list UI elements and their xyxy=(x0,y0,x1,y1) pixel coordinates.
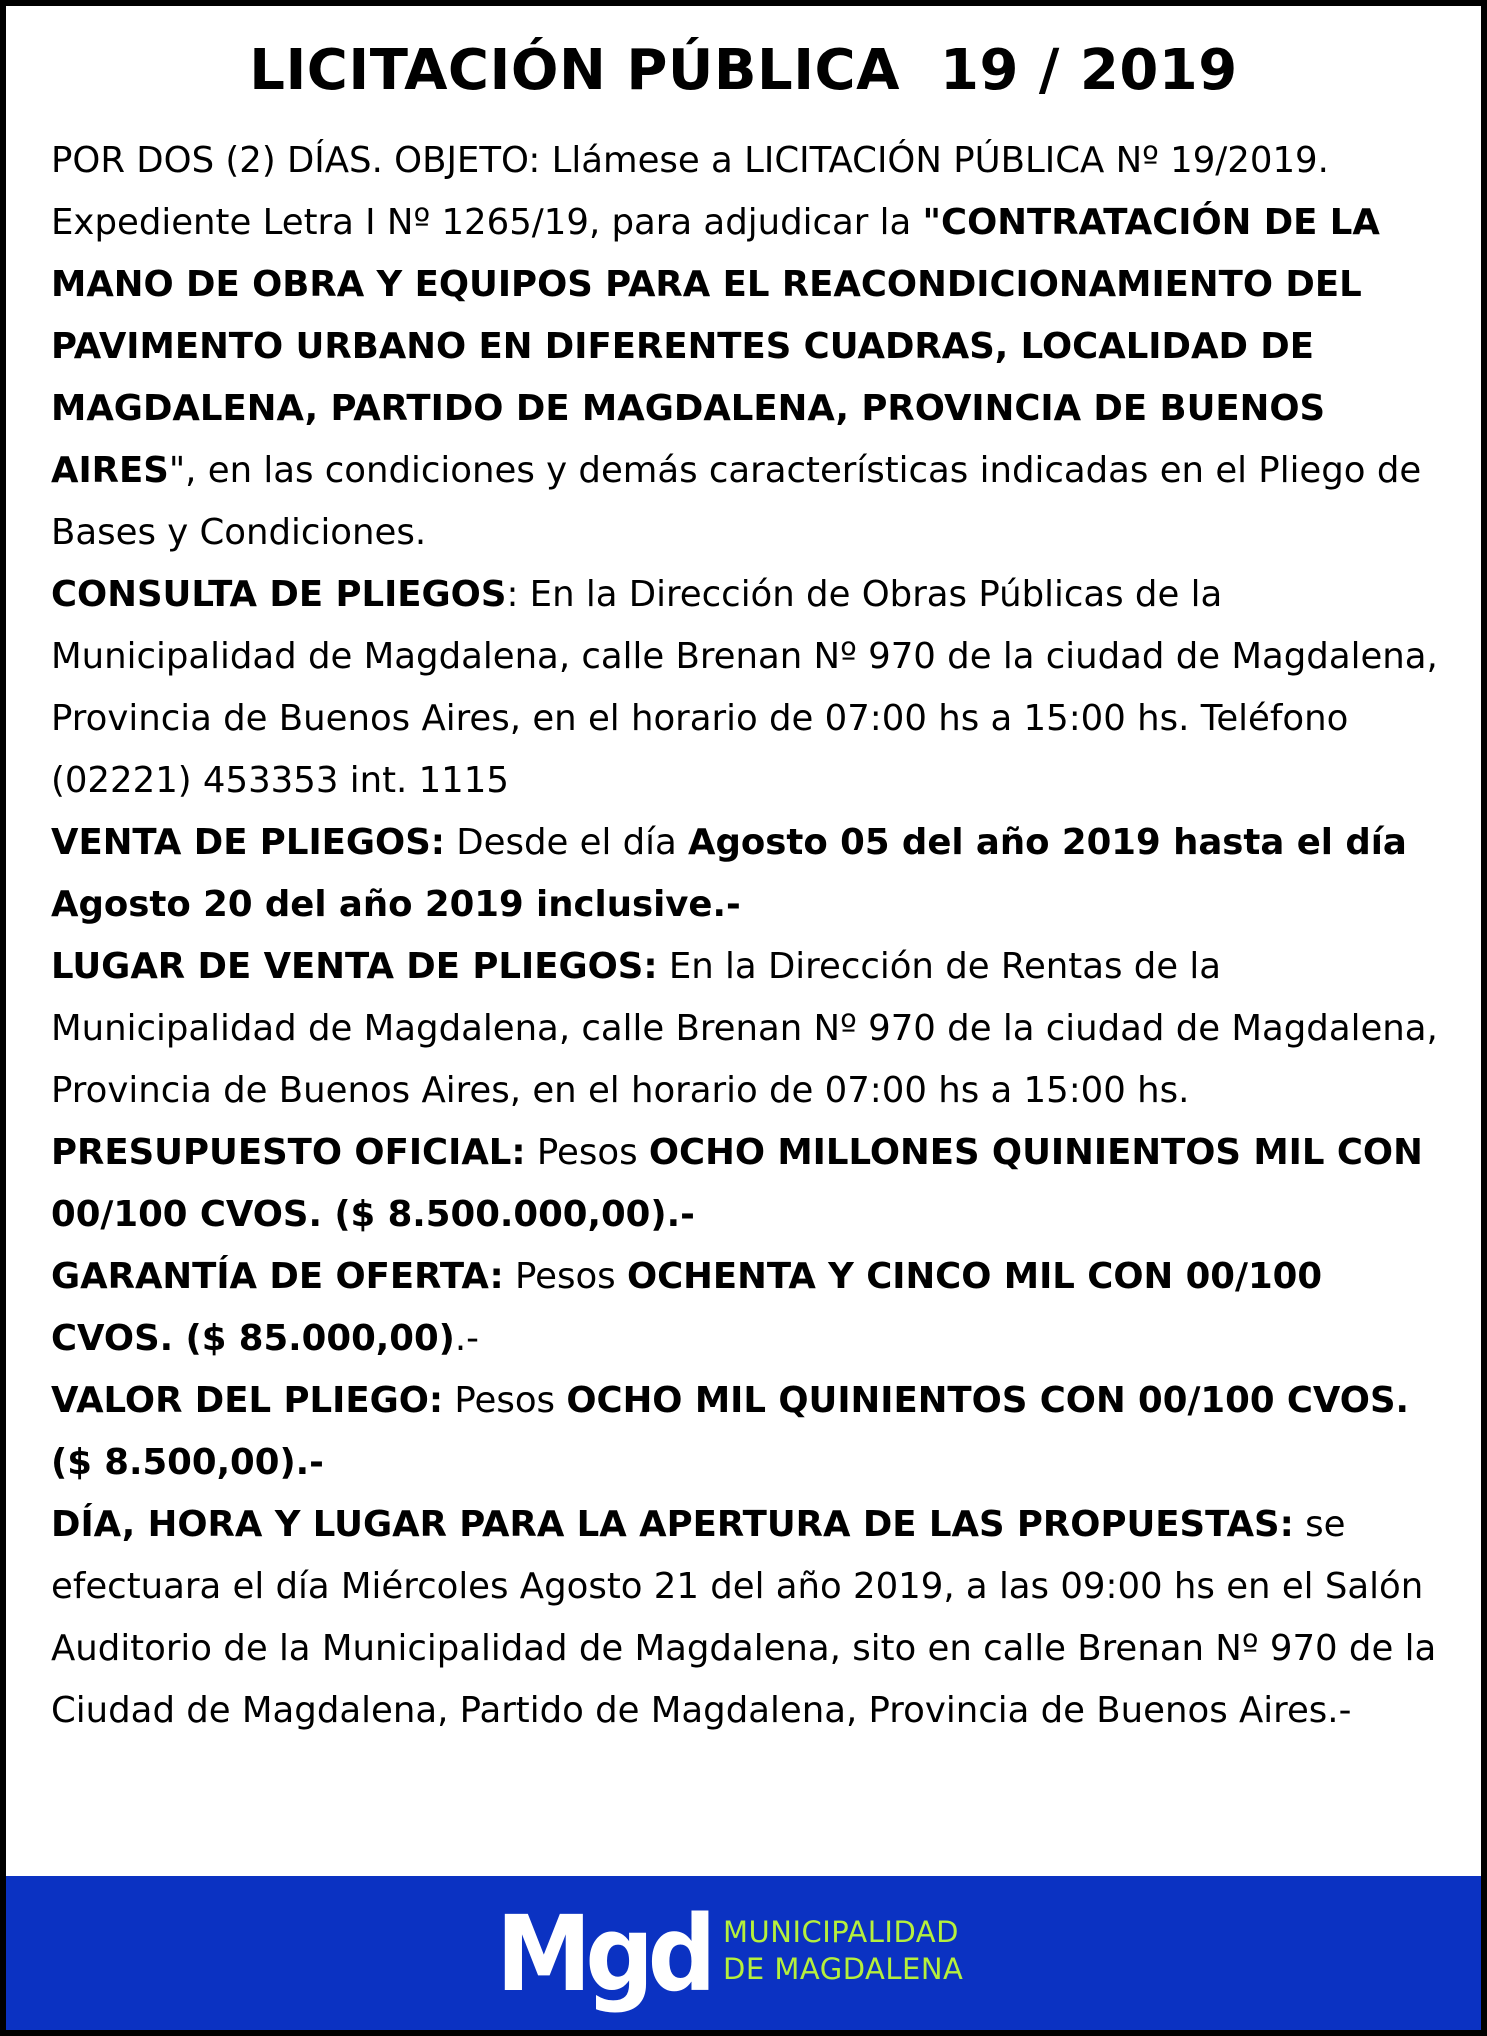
notice-paragraph xyxy=(51,130,1456,564)
paragraph-bold-segment: VENTA DE PLIEGOS: xyxy=(51,822,445,863)
notice-title: LICITACIÓN PÚBLICA 19 / 2019 xyxy=(249,38,1238,103)
notice-paragraph xyxy=(51,1370,1456,1494)
paragraph-segment: ", en las condiciones y demás características indicadas en el Pliego de Bases y Condiciones. xyxy=(51,450,1422,553)
municipality-name xyxy=(723,1914,963,1988)
paragraph-bold-segment: GARANTÍA DE OFERTA: xyxy=(51,1256,504,1297)
paragraph-bold-segment: "CONTRATACIÓN DE LA MANO DE OBRA Y EQUIPOS PARA EL REACONDICIONAMIENTO DEL PAVIMENTO URBANO EN DIFERENTES CUADRAS, LOCALIDAD DE MAGDALENA, PARTIDO DE MAGDALENA, PROVINCIA DE BUENOS AIRES xyxy=(51,202,1380,491)
paragraph-segment: Pesos xyxy=(443,1380,567,1421)
paragraph-bold-segment: Agosto 05 del año 2019 hasta el día Agosto 20 del año 2019 inclusive.- xyxy=(51,822,1407,925)
paragraph-bold-segment: DÍA, HORA Y LUGAR PARA LA APERTURA DE LAS PROPUESTAS: xyxy=(51,1504,1294,1545)
paragraph-bold-segment: LUGAR DE VENTA DE PLIEGOS: xyxy=(51,946,658,987)
paragraph-bold-segment: OCHENTA Y CINCO MIL CON 00/100 CVOS. ($ 85.000,00) xyxy=(51,1256,1323,1359)
notice-body xyxy=(51,130,1456,1742)
municipality-name-line1: MUNICIPALIDAD xyxy=(723,1915,959,1949)
notice-paragraph xyxy=(51,1494,1456,1742)
notice-paragraph xyxy=(51,936,1456,1122)
paragraph-segment: Pesos xyxy=(525,1132,649,1173)
paragraph-bold-segment: CONSULTA DE PLIEGOS xyxy=(51,574,507,615)
notice-paragraph xyxy=(51,812,1456,936)
paragraph-bold-segment: VALOR DEL PLIEGO: xyxy=(51,1380,444,1421)
paragraph-bold-segment: OCHO MILLONES QUINIENTOS MIL CON 00/100 CVOS. ($ 8.500.000,00).- xyxy=(51,1132,1423,1235)
notice-paragraph xyxy=(51,1122,1456,1246)
notice-paragraph xyxy=(51,564,1456,812)
paragraph-segment: En la Dirección de Rentas de la Municipalidad de Magdalena, calle Brenan Nº 970 de la ciudad de Magdalena, Provincia de Buenos Aires, en el horario de 07:00 hs a 15:00 hs. xyxy=(51,946,1438,1111)
logo-mark-text: Mgd xyxy=(496,1893,710,2015)
notice-paragraph xyxy=(51,1246,1456,1370)
footer-band xyxy=(6,1876,1481,2030)
paragraph-segment: Desde el día xyxy=(444,822,689,863)
paragraph-segment: : En la Dirección de Obras Públicas de la Municipalidad de Magdalena, calle Brenan Nº 970 de la ciudad de Magdalena, Provincia de Buenos Aires, en el horario de 07:00 hs a 15:00 hs. Teléfono (02221) 453353 int. 1115 xyxy=(51,574,1438,801)
municipality-name-line2: DE MAGDALENA xyxy=(723,1952,964,1986)
paragraph-segment: .- xyxy=(454,1318,479,1359)
paragraph-segment: POR DOS (2) DÍAS. OBJETO: Llámese a LICITACIÓN PÚBLICA Nº 19/2019. Expediente Letra I Nº 1265/19, para adjudicar la xyxy=(51,140,1329,243)
paragraph-bold-segment: PRESUPUESTO OFICIAL: xyxy=(51,1132,526,1173)
paragraph-segment: Pesos xyxy=(503,1256,627,1297)
paragraph-segment: se efectuara el día Miércoles Agosto 21 del año 2019, a las 09:00 hs en el Salón Auditorio de la Municipalidad de Magdalena, sito en calle Brenan Nº 970 de la Ciudad de Magdalena, Partido de Magdalena, Provincia de Buenos Aires.- xyxy=(51,1504,1437,1731)
municipality-logo-mark xyxy=(494,1886,714,2016)
paragraph-bold-segment: OCHO MIL QUINIENTOS CON 00/100 CVOS. ($ 8.500,00).- xyxy=(51,1380,1410,1483)
